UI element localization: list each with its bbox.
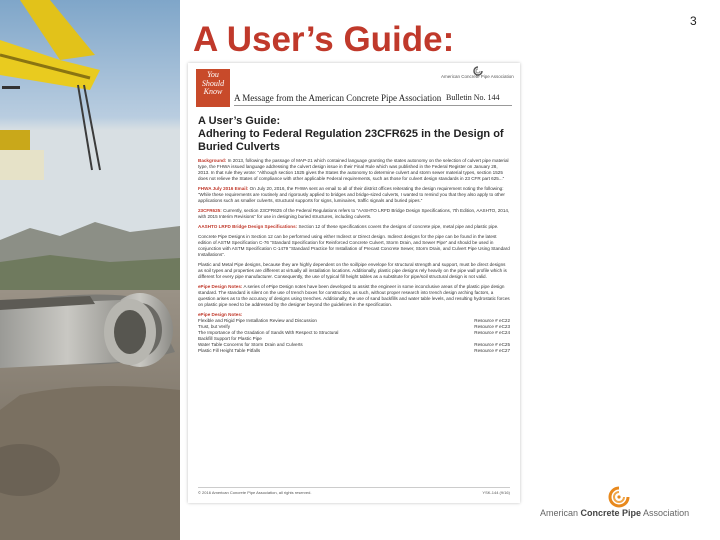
list-item: Backfill Support for Plastic Pipe — [198, 336, 262, 341]
slide-title: A User’s Guide: — [193, 20, 455, 59]
paragraph: ePipe Design Notes: A series of ePipe Design notes have been developed to assist the engineer in some inconclusive areas of the plastic pipe design standard. The standard is silent on the use of trench boxes for construction, as such, without proper research into trench design arching factors, a question arises as to the accuracy of designs using trenches. Additionally, the use of sand backfills and water table levels, and resulting hydrostatic forces on plastic pipe need to be addressed by the designer beyond the guidelines in the specification. — [198, 284, 510, 307]
document-code: YSK-144 (9/16) — [482, 490, 510, 495]
list-item: Trust, but Verify Resource # eC23 — [198, 324, 510, 329]
list-item: The Importance of the Gradation of Sands With Respect to Structural Resource # eC24 — [198, 330, 510, 335]
list-item: Plastic Fill Height Table Pitfalls Resource # eC27 — [198, 348, 510, 353]
copyright: © 2016 American Concrete Pipe Association, all rights reserved. — [198, 490, 312, 495]
bulletin-number: Bulletin No. 144 — [446, 93, 500, 102]
paragraph: 23CFR625: Currently, section 23CFR625 of the Federal Regulations refers to “AASHTO LRFD Bridge Design Specifications, 7th Edition, AASHTO, 2014, with 2015 Interim Revisions” for use in designing buried structures, including culverts. — [198, 208, 510, 219]
document-body — [198, 158, 510, 354]
bulletin-document — [188, 63, 520, 503]
resources-section — [198, 312, 510, 354]
message-heading: A Message from the American Concrete Pipe Association — [234, 93, 442, 103]
document-title: A User’s Guide: Adhering to Federal Regulation 23CFR625 in the Design of Buried Culverts — [198, 115, 504, 153]
excavator-lifting-concrete-pipe-photo — [0, 0, 180, 540]
header-divider — [234, 105, 512, 106]
acpa-logo — [540, 486, 700, 526]
paragraph: Background: In 2013, following the passage of MAP-21 which contained language granting the states autonomy on the selection of culvert pipe material type, the FHWA issued language addressing the culvert design issue in their Final Rule which was published in the Federal Register on January 28, 2013. In that rule they wrote: “Although section 1525 gives the States the autonomy to determine culvert and storm sewer material types, section 1525 does not relieve the States of compliance with other applicable Federal requirements, such as those for culvert design standards in 23 CFR part 625...” — [198, 158, 509, 181]
page-number: 3 — [690, 14, 697, 28]
paragraph: Plastic and Metal Pipe designs, because they are highly dependent on the soil/pipe envelope for structural strength and support, must be direct designs as soil types and properties are different at virtually all installation locations. Additionally, plastic pipe designs rely heavily on the pipe wall profile which is different for every pipe manufacturer. Consequently, the use of typical fill height tables as a substitute for pipe/soil structural design is not valid. — [198, 262, 507, 279]
paragraph: AASHTO LRFD Bridge Design Specifications: Section 12 of these specifications covers the designs of concrete pipe, metal pipe and plastic pipe. — [198, 224, 499, 229]
paragraph: FHWA July 2016 Email: On July 20, 2016, the FHWA sent an email to all of their district offices reiterating the design requirement noting the following: “While these requirements are routinely and rigorously applied to bridges and bridge-sized culverts, I wanted to remind you that they also apply to other applications such as smaller culverts, structural supports for signs, luminaires, traffic signals and buried pipes.” — [198, 186, 505, 203]
resource-list — [198, 318, 510, 354]
you-should-know-badge: You Should Know — [196, 69, 230, 107]
list-item: Flexible and Rigid Pipe Installation Review and Discussion Resource # eC22 — [198, 318, 510, 323]
excavator-photo — [0, 0, 180, 540]
association-small-label: American Concrete Pipe Association — [441, 74, 514, 79]
logo-wordmark: American Concrete Pipe Association — [540, 508, 690, 518]
acpa-logo-icon — [606, 486, 632, 508]
resources-label: ePipe Design Notes: — [198, 312, 243, 317]
document-header — [188, 63, 520, 111]
document-footer — [198, 487, 510, 495]
list-item: Water Table Concerns for Storm Drain and Culverts Resource # eC25 — [198, 342, 510, 347]
paragraph: Concrete Pipe Designs in Section 12 can be performed using either Indirect or Direct design. Indirect designs for the pipe can be found in the latest edition of ASTM Specification C-76 “Standard Specification for Reinforced Concrete Culvert, Storm Drain, and Sewer Pipe” and should be used in conjunction with ASTM Specification C-1479 “Standard Practice for Installation of Precast Concrete Sewer, Storm Drain, and Culvert Pipe Using Standard Installations”. — [198, 234, 510, 257]
